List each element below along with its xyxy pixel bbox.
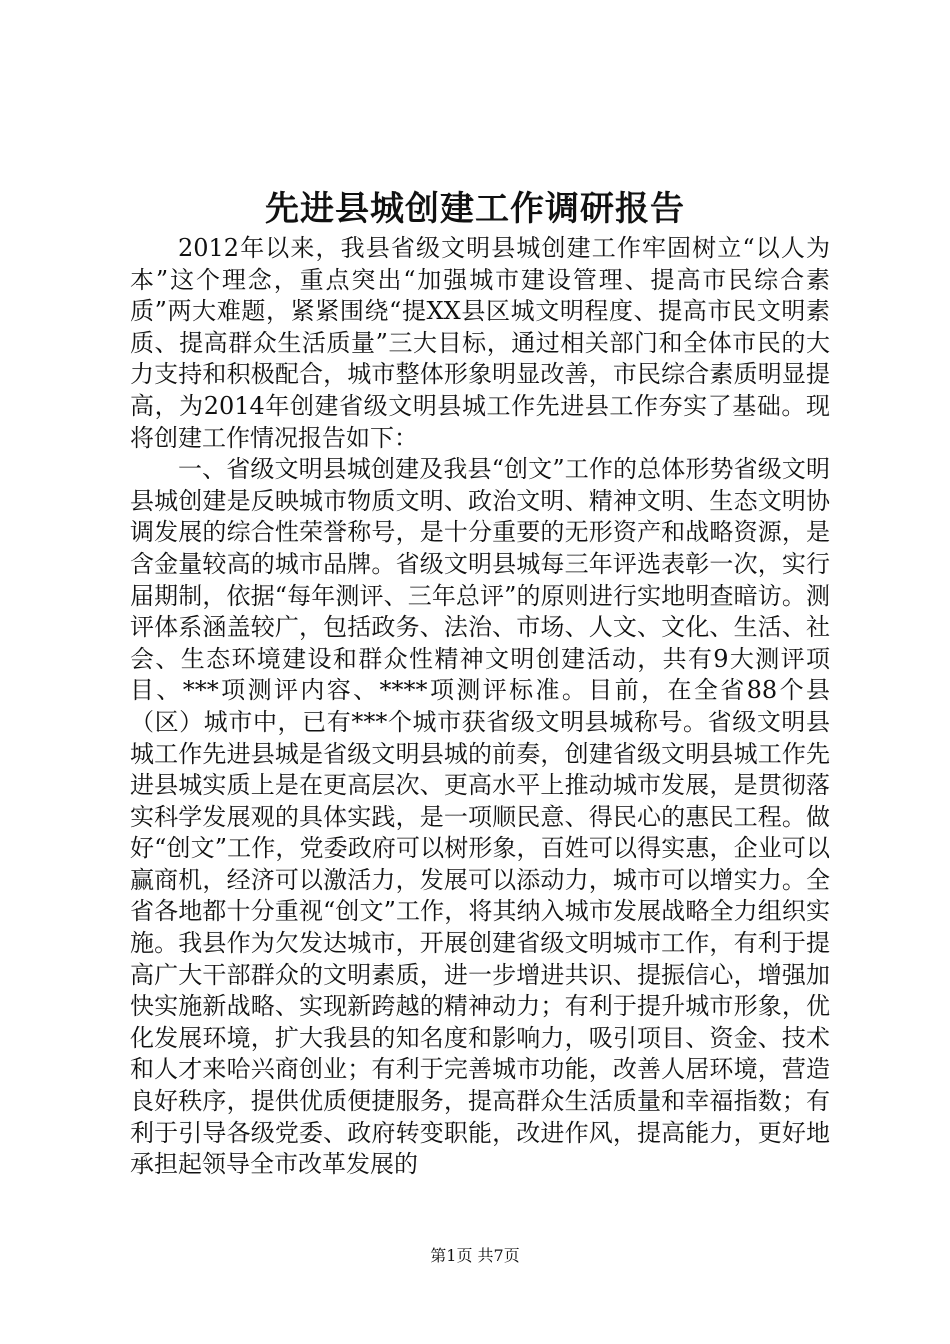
paragraph-intro: 2012年以来，我县省级文明县城创建工作牢固树立“以人为本”这个理念，重点突出“加强城市建设管理、提高市民综合素质”两大难题，紧紧围绕“提XX县区城文明程度、提高市民文明素质、提高群众生活质量”三大目标，通过相关部门和全体市民的大力支持和积极配合，城市整体形象明显改善，市民综合素质明显提高，为2014年创建省级文明县城工作先进县工作夯实了基础。现将创建工作情况报告如下： [130, 234, 830, 452]
document-body [130, 233, 830, 1181]
document-title: 先进县城创建工作调研报告 [265, 189, 685, 229]
paragraph-section-one: 一、省级文明县城创建及我县“创文”工作的总体形势省级文明县城创建是反映城市物质文明、政治文明、精神文明、生态文明协调发展的综合性荣誉称号，是十分重要的无形资产和战略资源，是含金量较高的城市品牌。省级文明县城每三年评选表彰一次，实行届期制，依据“每年测评、三年总评”的原则进行实地明查暗访。测评体系涵盖较广，包括政务、法治、市场、人文、文化、生活、社会、生态环境建设和群众性精神文明创建活动，共有9大测评项目、***项测评内容、****项测评标准。目前，在全省88个县（区）城市中，已有***个城市获省级文明县城称号。省级文明县城工作先进县城是省级文明县城的前奏，创建省级文明县城工作先进县城实质上是在更高层次、更高水平上推动城市发展，是贯彻落实科学发展观的具体实践，是一项顺民意、得民心的惠民工程。做好“创文”工作，党委政府可以树形象，百姓可以得实惠，企业可以赢商机，经济可以激活力，发展可以添动力，城市可以增实力。全省各地都十分重视“创文”工作，将其纳入城市发展战略全力组织实施。我县作为欠发达城市，开展创建省级文明城市工作，有利于提高广大干部群众的文明素质，进一步增进共识、提振信心，增强加快实施新战略、实现新跨越的精神动力；有利于提升城市形象，优化发展环境，扩大我县的知名度和影响力，吸引项目、资金、技术和人才来哈兴商创业；有利于完善城市功能，改善人居环境，营造良好秩序，提供优质便捷服务，提高群众生活质量和幸福指数；有利于引导各级党委、政府转变职能，改进作风，提高能力，更好地承担起领导全市改革发展的 [130, 455, 830, 1179]
page-number-footer: 第1页 共7页 [430, 1246, 520, 1265]
